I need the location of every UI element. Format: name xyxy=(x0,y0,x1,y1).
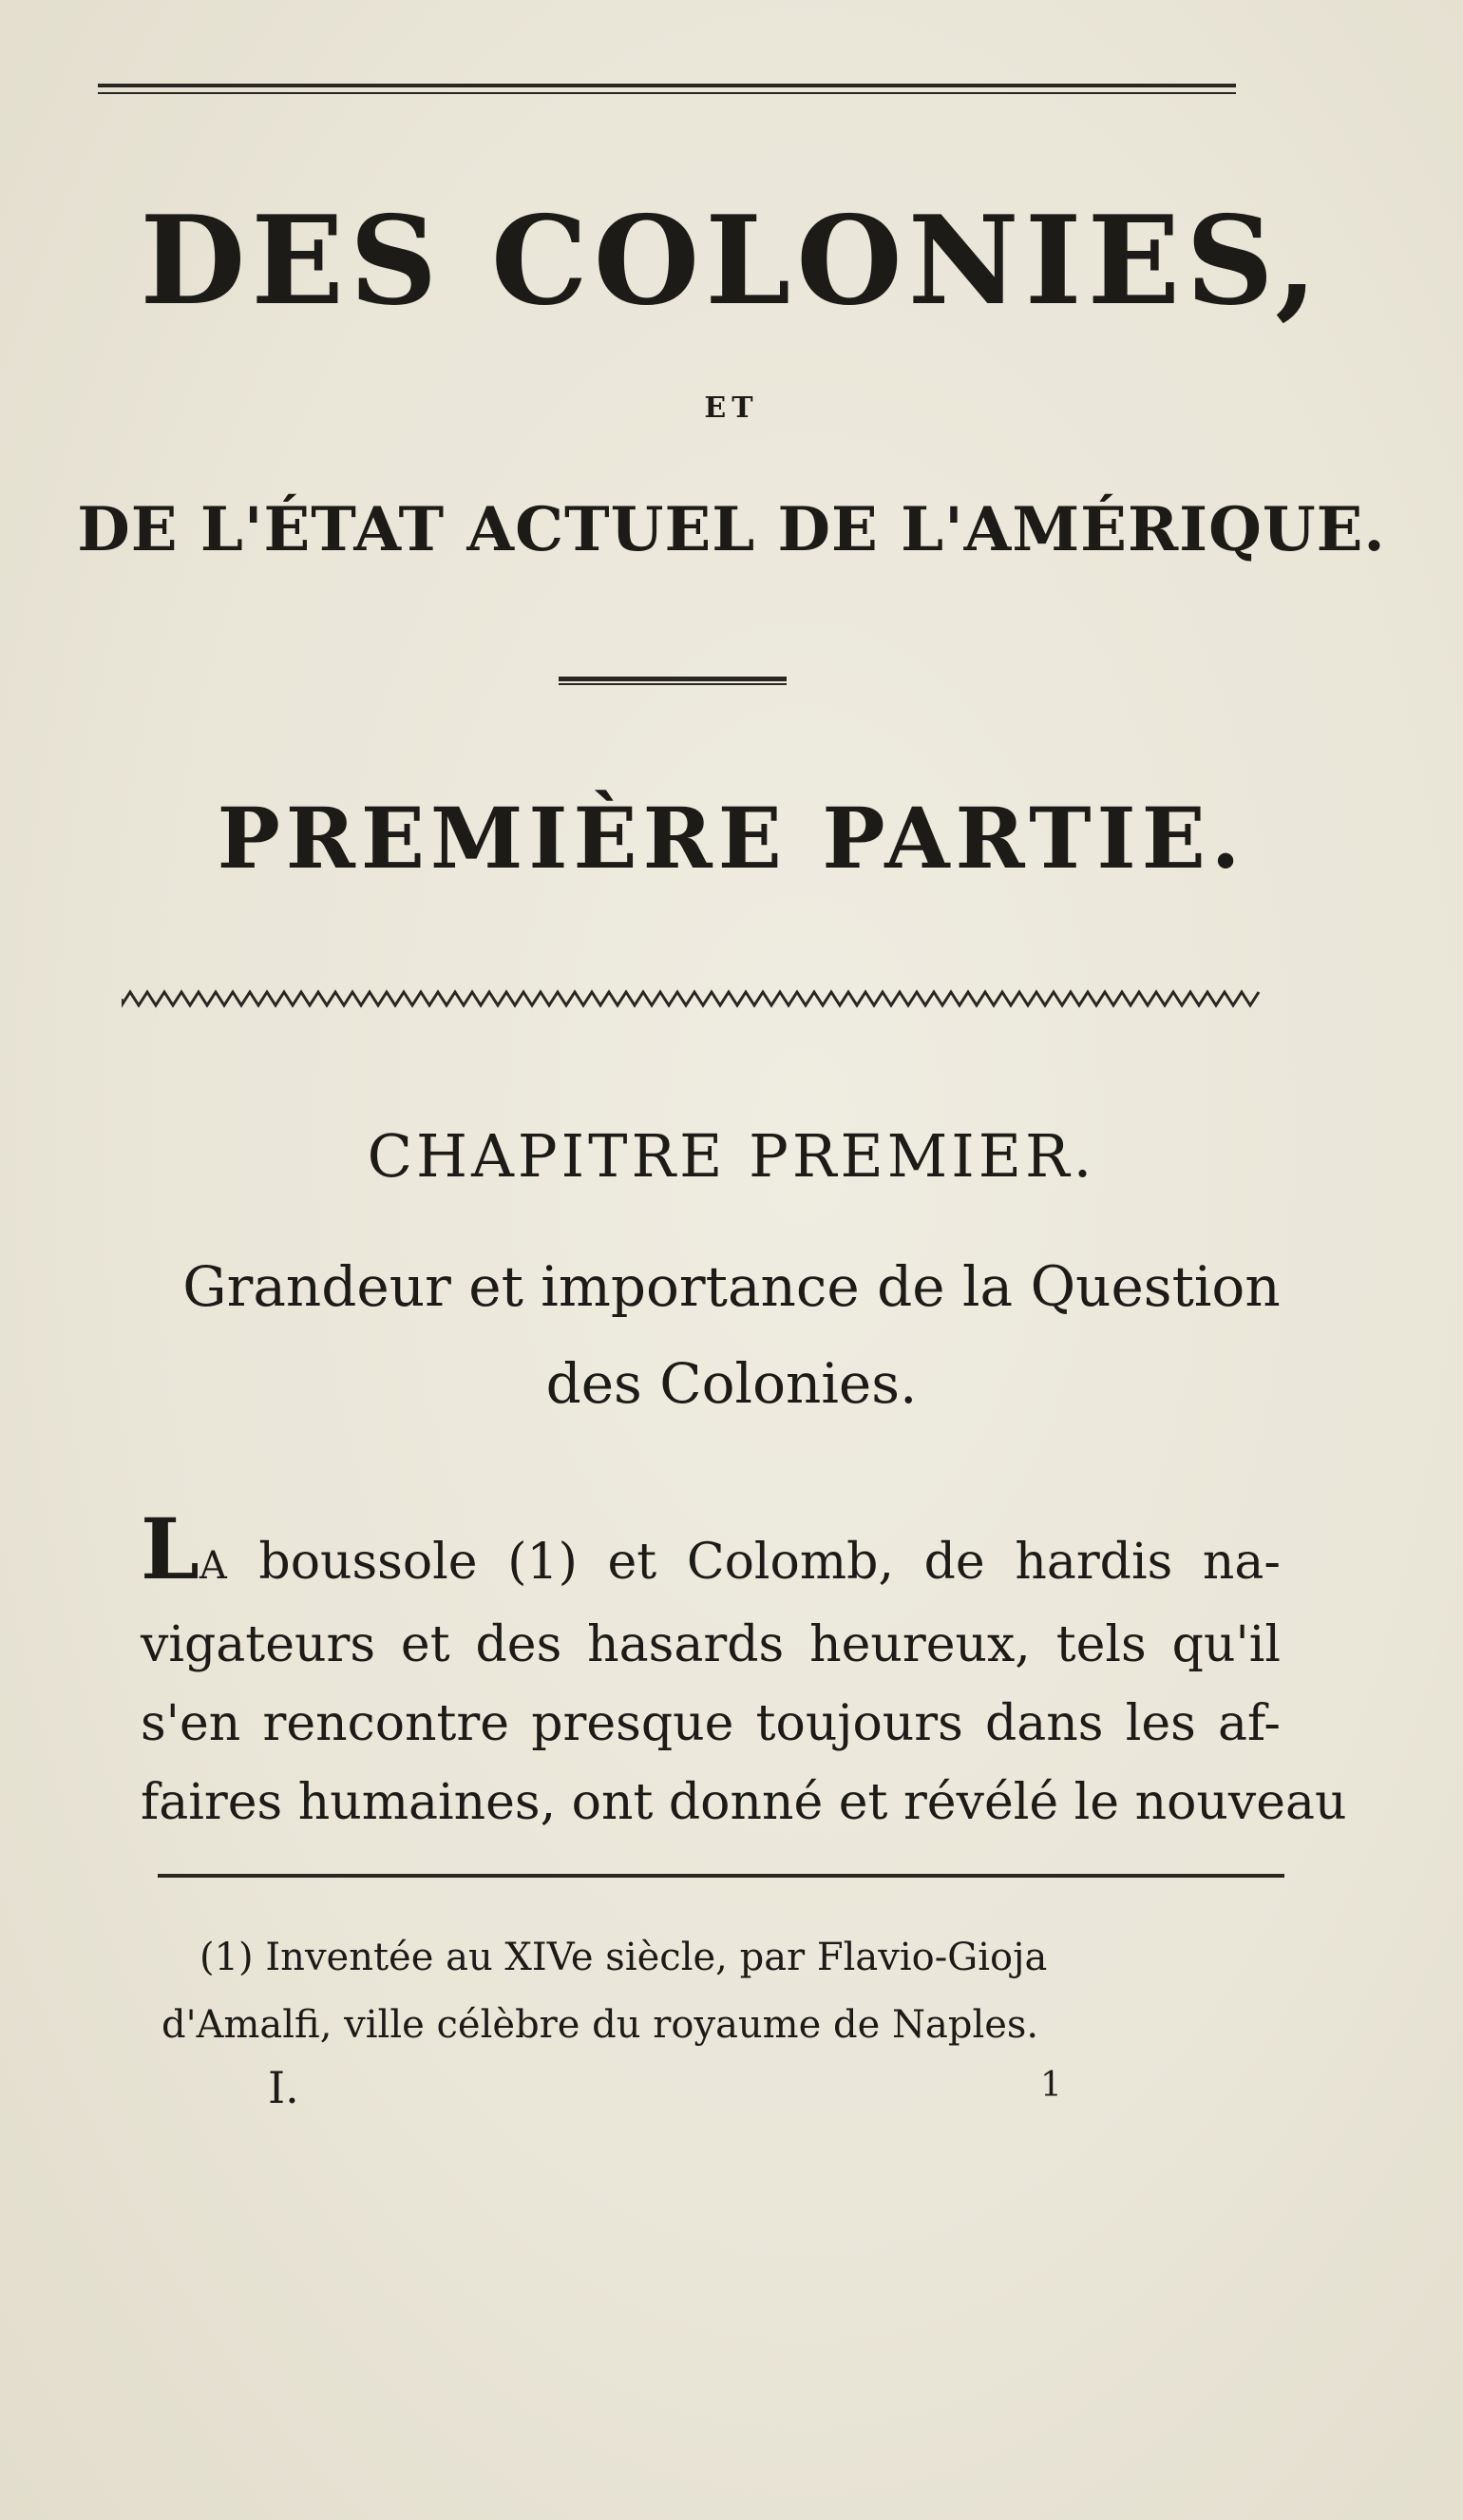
short-divider xyxy=(559,677,787,684)
page-subtitle: DE L'ÉTAT ACTUEL DE L'AMÉRIQUE. xyxy=(77,494,1386,565)
footnote-line-1: (1) Inventée au XIVe siècle, par Flavio-Gioja xyxy=(200,1936,1048,1979)
conjunction: ET xyxy=(704,391,759,425)
footnote-rule xyxy=(158,1874,1284,1878)
page-title: DES COLONIES, xyxy=(140,190,1323,333)
footnote-line-2: d'Amalfi, ville célèbre du royaume de Naples. xyxy=(162,2003,1039,2047)
part-heading: PREMIÈRE PARTIE. xyxy=(217,789,1246,888)
body-paragraph xyxy=(141,1499,1347,1842)
signature-number: 1 xyxy=(1040,2066,1062,2105)
chapter-heading: CHAPITRE PREMIER. xyxy=(367,1121,1096,1191)
ornamental-wave-rule xyxy=(122,988,1265,1009)
body-line-3: s'en rencontre presque toujours dans les af- xyxy=(141,1695,1281,1752)
body-line-2: vigateurs et des hasards heureux, tels qu'il xyxy=(141,1616,1281,1673)
smallcap: A xyxy=(199,1544,229,1588)
chapter-title-line2: des Colonies. xyxy=(545,1351,918,1416)
dropcap: L xyxy=(141,1499,200,1598)
body-line-4: faires humaines, ont donné et révélé le nouveau xyxy=(141,1774,1347,1831)
signature-volume: I. xyxy=(268,2062,299,2113)
top-double-rule xyxy=(98,84,1236,97)
body-line-1: LA boussole (1) et Colomb, de hardis na- xyxy=(141,1499,1281,1598)
chapter-title-line1: Grandeur et importance de la Question xyxy=(182,1254,1281,1319)
